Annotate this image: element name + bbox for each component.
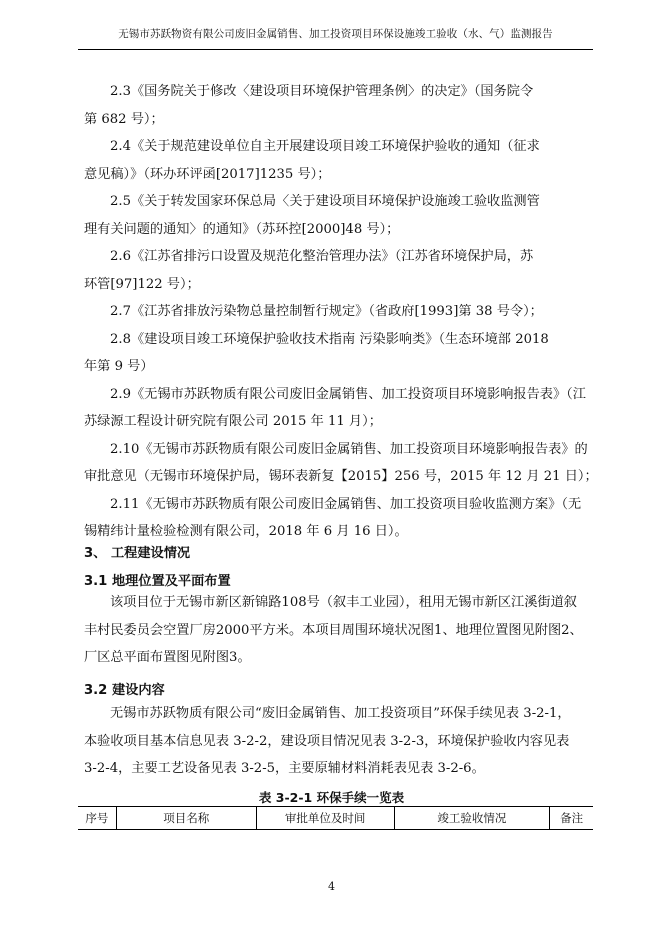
ref-line: 锡精纬计量检验检测有限公司，2018 年 6 月 16 日）。: [84, 524, 408, 539]
section-3-heading: 3、 工程建设情况: [84, 546, 191, 561]
table-header-row: [78, 807, 593, 830]
ref-line: 2.11《无锡市苏跃物质有限公司废旧金属销售、加工投资项目验收监测方案》（无: [110, 496, 582, 512]
ref-line: 2.9《无锡市苏跃物质有限公司废旧金属销售、加工投资项目环境影响报告表》（江: [110, 386, 586, 402]
ref-line: 意见稿）》（环办环评函[2017]1235 号）；: [84, 166, 331, 182]
section-3-2-heading: 3.2 建设内容: [84, 683, 165, 698]
header-rule: [78, 49, 593, 50]
ref-line: 理有关问题的通知〉的通知》（苏环控[2000]48 号）；: [84, 221, 400, 237]
ref-line: 2.10《无锡市苏跃物质有限公司废旧金属销售、加工投资项目环境影响报告表》的: [110, 441, 588, 457]
section-3-1-heading: 3.1 地理位置及平面布置: [84, 574, 231, 589]
body-line: 本验收项目基本信息见表 3-2-2，建设项目情况见表 3-2-3，环境保护验收内容见表: [84, 733, 570, 749]
ref-item-2-5: [84, 188, 594, 243]
ref-line: 环管[97]122 号）；: [84, 276, 200, 292]
body-line: 该项目位于无锡市新区新锦路108号（叙丰工业园），租用无锡市新区江溪街道叙: [110, 595, 577, 610]
col-remarks: 备注: [550, 807, 593, 830]
ref-item-2-3: [84, 78, 594, 133]
table-caption: 表 3-2-1 环保手续一览表: [258, 790, 405, 805]
ref-line: 2.7《江苏省排放污染物总量控制暂行规定》（省政府[1993]第 38 号令）；: [110, 304, 543, 319]
ref-item-2-10: [84, 436, 598, 491]
ref-item-2-11: [84, 491, 594, 546]
ref-line: 2.3《国务院关于修改〈建设项目环境保护管理条例〉的决定》（国务院令: [110, 84, 534, 99]
ref-item-2-8: [84, 326, 594, 381]
col-acceptance: 竣工验收情况: [394, 807, 550, 830]
ref-line: 审批意见（无锡市环境保护局，锡环表新复【2015】256 号，2015 年 12 月 21 日）；: [84, 469, 598, 484]
ref-line: 2.6《江苏省排污口设置及规范化整治管理办法》（江苏省环境保护局，苏: [110, 249, 534, 264]
col-approval: 审批单位及时间: [256, 807, 394, 830]
body-line: 无锡市苏跃物质有限公司“废旧金属销售、加工投资项目”环保手续见表 3-2-1，: [110, 706, 571, 721]
permits-table: [78, 806, 593, 830]
page-header: 无锡市苏跃物资有限公司废旧金属销售、加工投资项目环保设施竣工验收（水、气）监测报告: [118, 28, 553, 40]
ref-item-2-7: [84, 298, 594, 326]
ref-item-2-6: [84, 243, 594, 298]
ref-item-2-9: [84, 381, 594, 436]
ref-line: 第 682 号）；: [84, 111, 164, 127]
col-project-name: 项目名称: [116, 807, 256, 830]
ref-line: 2.8《建设项目竣工环境保护验收技术指南 污染影响类》（生态环境部 2018: [110, 331, 549, 347]
body-line: 3-2-4，主要工艺设备见表 3-2-5，主要原辅材料消耗表见表 3-2-6。: [84, 761, 485, 776]
ref-line: 苏绿源工程设计研究院有限公司 2015 年 11 月）；: [84, 414, 382, 429]
ref-line: 年第 9 号）: [84, 359, 154, 374]
section-3-2-body: [84, 700, 594, 783]
body-line: 厂区总平面布置图见附图3。: [84, 650, 251, 665]
section-3-1-body: [84, 589, 594, 672]
ref-line: 2.5《关于转发国家环保总局〈关于建设项目环境保护设施竣工验收监测管: [110, 194, 540, 209]
ref-item-2-4: [84, 133, 594, 188]
ref-line: 2.4《关于规范建设单位自主开展建设项目竣工环境保护验收的通知（征求: [110, 139, 540, 154]
body-line: 丰村民委员会空置厂房2000平方米。本项目周围环境状况图1、地理位置图见附图2、: [84, 622, 583, 638]
page-number: 4: [328, 880, 335, 893]
ref-list: [84, 78, 598, 546]
col-index: 序号: [78, 807, 116, 830]
